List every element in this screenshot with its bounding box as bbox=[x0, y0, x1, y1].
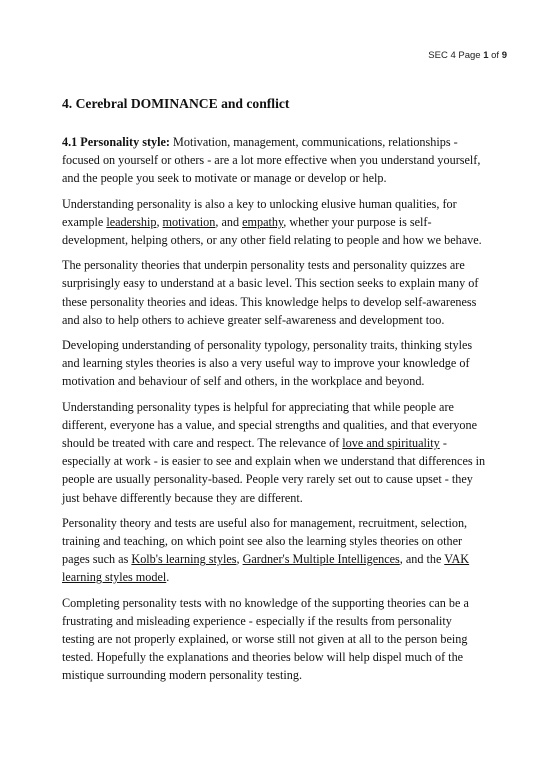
paragraph-typology: Developing understanding of personality typology, personality traits, thinking styles and learning styles theories is also a very useful way to improve your knowledge of motivation and behaviour of self and others, in the workplace and beyond. bbox=[62, 338, 473, 389]
section-title: 4. Cerebral DOMINANCE and conflict bbox=[62, 96, 290, 111]
subsection-heading: 4.1 Personality style: bbox=[62, 135, 170, 149]
paragraph-text: , and the bbox=[399, 552, 445, 567]
paragraph-tests-uses bbox=[62, 514, 486, 587]
paragraph-text: Understanding personality is also a key to unlocking elusive human qualities, for example bbox=[62, 196, 457, 229]
header-prefix: SEC 4 Page bbox=[428, 50, 484, 61]
paragraph-completing-tests: Completing personality tests with no knowledge of the supporting theories can be a frustrating and misleading experience - especially if the results from personality testing are not properly explained, or worse still not given at all to the person being tested. Hopefully the explanations and theories below will help dispel much of the mistique surrounding modern personality testing. bbox=[62, 595, 469, 683]
header-page-number: 1 bbox=[483, 50, 489, 61]
paragraph-text: , bbox=[156, 214, 163, 229]
link-love-and-spirituality[interactable]: love and spirituality bbox=[342, 436, 440, 451]
link-gardner-multiple-intelligences[interactable]: Gardner's Multiple Intelligences bbox=[242, 552, 400, 567]
header-of-label: of bbox=[488, 50, 502, 61]
paragraph-types bbox=[62, 398, 486, 507]
link-empathy[interactable]: empathy bbox=[242, 214, 284, 229]
paragraph-text: Personality theory and tests are useful also for management, recruitment, selection, training and teaching, on which point see also the learning styles theories on other pages such as bbox=[62, 515, 468, 567]
header-page-total: 9 bbox=[501, 50, 507, 61]
paragraph-text: , bbox=[236, 552, 243, 567]
paragraph-text: - especially at work - is easier to see and explain when we understand that differences in people are usually personality-based. People very rarely set out to cause upset - they just behave differently because they are different. bbox=[62, 436, 486, 505]
paragraph-text: , and bbox=[215, 214, 243, 229]
page-header bbox=[428, 50, 507, 61]
link-kolb-learning-styles[interactable]: Kolb's learning styles bbox=[131, 552, 237, 567]
paragraph-text: . bbox=[166, 570, 170, 585]
document-body bbox=[62, 133, 486, 692]
paragraph-understanding bbox=[62, 195, 486, 250]
paragraph-personality-style bbox=[62, 133, 486, 188]
paragraph-theories: The personality theories that underpin personality tests and personality quizzes are surprisingly easy to understand at a basic level. This section seeks to explain many of these personality theories and ideas. This knowledge helps to develop self-awareness and also to help others to achieve greater self-awareness and development too. bbox=[62, 258, 479, 327]
link-vak-learning-styles-model[interactable]: VAK learning styles model bbox=[62, 552, 470, 585]
paragraph-text: , whether your purpose is self-development, helping others, or any other field relating to people and how we behave. bbox=[62, 214, 482, 248]
link-motivation[interactable]: motivation bbox=[162, 214, 216, 229]
paragraph-text: Motivation, management, communications, relationships - focused on yourself or others - are a lot more effective when you understand yourself, and the people you seek to motivate or manage or develop or help. bbox=[62, 135, 481, 186]
paragraph-text: Understanding personality types is helpful for appreciating that while people are different, everyone has a value, and special strengths and qualities, and that everyone should be treated with care and respect. The relevance of bbox=[62, 399, 478, 451]
link-leadership[interactable]: leadership bbox=[106, 214, 157, 229]
